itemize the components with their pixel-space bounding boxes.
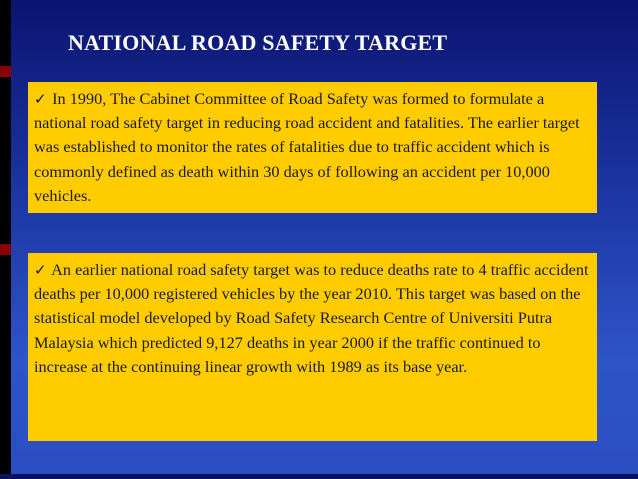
bottom-strip	[0, 474, 638, 479]
check-icon: ✓	[34, 90, 47, 108]
bullet-text-1: In 1990, The Cabinet Committee of Road Safety was formed to formulate a national road safety target in reducing road accident and fatalities. The earlier target was established to monitor the rates of fatalities due to traffic accident which is commonly defined as death within 30 days of following an accident per 10,000 vehicles.	[34, 89, 580, 205]
slide-title: NATIONAL ROAD SAFETY TARGET	[68, 30, 448, 55]
left-accent-bar	[0, 0, 11, 479]
accent-square	[0, 244, 11, 255]
accent-square	[0, 66, 11, 77]
bullet-box-2	[28, 253, 597, 441]
check-icon: ✓	[34, 261, 47, 279]
bullet-text-2: An earlier national road safety target was to reduce deaths rate to 4 traffic accident deaths per 10,000 registered vehicles by the year 2010. This target was based on the statistical model developed by Road Safety Research Centre of Universiti Putra Malaysia which predicted 9,127 deaths in year 2000 if the traffic continued to increase at the continuing linear growth with 1989 as its base year.	[34, 260, 589, 376]
bullet-box-1	[28, 82, 597, 213]
